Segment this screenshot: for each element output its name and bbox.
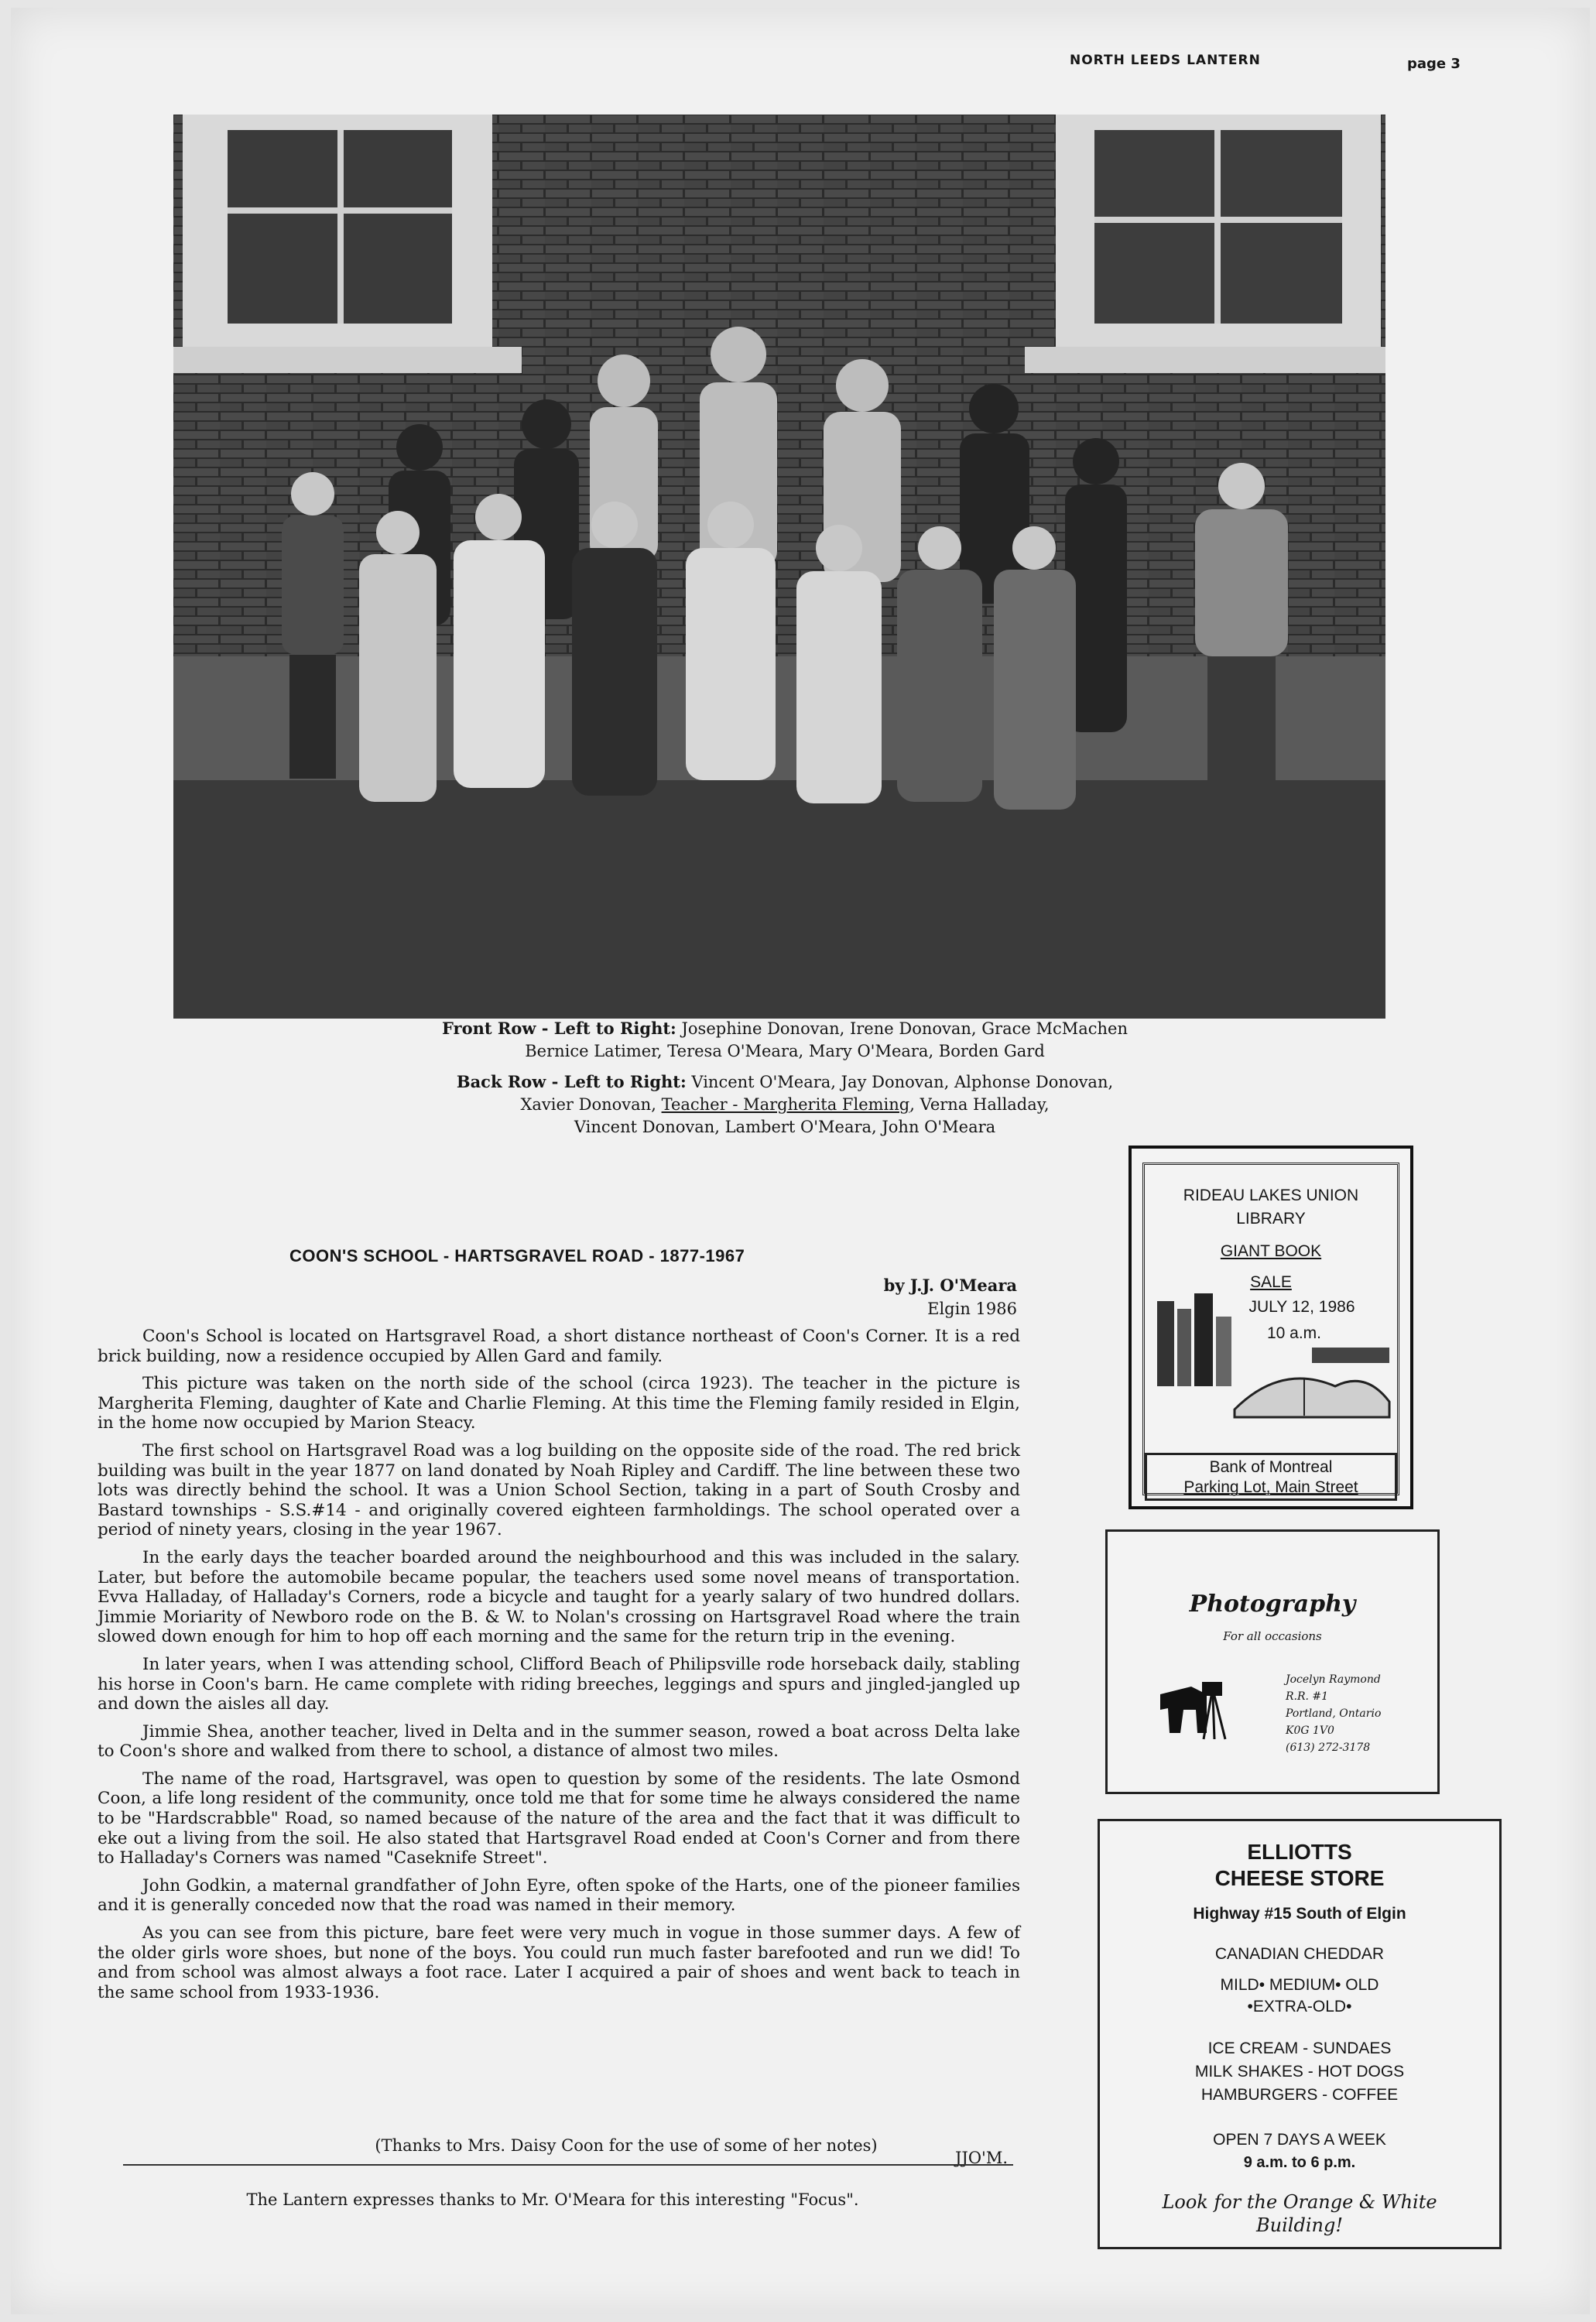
menu-line-3: HAMBURGERS - COFFEE	[1200, 2086, 1399, 2104]
sale-date: JULY 12, 1986	[1248, 1298, 1355, 1316]
store-name-1: ELLIOTTS	[1247, 1840, 1352, 1864]
location-line2: Parking Lot, Main Street	[1183, 1478, 1358, 1496]
store-name-2: CHEESE STORE	[1214, 1866, 1385, 1890]
photographer-contact	[1286, 1671, 1381, 1756]
paragraph: This picture was taken on the north side of the school (circa 1923). The teacher in the picture is Margherita Fleming, daughter of Kate and Charlie Fleming. At this time the Fleming family resided in Elgin, in the home now occupied by Marion Steacy.	[98, 1374, 1020, 1433]
ad-inner-border	[1142, 1163, 1399, 1495]
byline	[785, 1274, 1017, 1320]
paragraph: In the early days the teacher boarded around the neighbourhood and this was included in the salary. Later, but before the automobile became popular, the teachers used some novel means of transportation. Evva Halladay, of Halladay's Corners, rode a bicycle and taught for a yearly salary of two hundred dollars. Jimmie Moriarity of Newboro rode on the B. & W. to Nolan's crossing on Hartsgravel Road where the train slowed down enough for him to hop off each morning and the same for the return trip in the evening.	[98, 1547, 1020, 1647]
photographer-town: Portland, Ontario	[1286, 1707, 1382, 1720]
product-cheddar: CANADIAN CHEDDAR	[1214, 1945, 1385, 1963]
back-row-names-1: Vincent O'Meara, Jay Donovan, Alphonse Donovan,	[691, 1073, 1114, 1091]
photographer-postal: K0G 1V0	[1286, 1724, 1334, 1737]
signature: JJO'M.	[955, 2149, 1009, 2167]
paper-name: NORTH LEEDS LANTERN	[1070, 53, 1261, 68]
page-number: page 3	[1407, 56, 1461, 72]
photo-ad-subtitle: For all occasions	[1223, 1629, 1322, 1643]
paragraph: The name of the road, Hartsgravel, was open to question by some of the residents. The late Osmond Coon, a life long resident of the community, once told me that for some time he always considered the name to be "Hardscrabble" Road, so named because of the nature of the area and the fact that it was difficult to eke out a living from the soil. He also stated that Hartsgravel Road ended at Coon's Corner and from there to Halladay's Corners was named "Caseknife Street".	[98, 1769, 1020, 1868]
menu-line-1: ICE CREAM - SUNDAES	[1207, 2039, 1392, 2057]
footer-note: The Lantern expresses thanks to Mr. O'Meara for this interesting "Focus".	[246, 2190, 859, 2209]
cheddar-grades: MILD• MEDIUM• OLD	[1220, 1976, 1379, 1994]
library-name: RIDEAU LAKES UNION	[1183, 1187, 1359, 1204]
photo-ad-title: Photography	[1189, 1591, 1356, 1618]
slogan-line-1: Look for the Orange & White	[1162, 2191, 1437, 2213]
thanks-note: (Thanks to Mrs. Daisy Coon for the use of some of her notes)	[375, 2136, 878, 2155]
back-row-label: Back Row - Left to Right:	[456, 1072, 687, 1091]
back-row-names-2b: , Verna Halladay,	[909, 1095, 1050, 1114]
back-row-names-3: Vincent Donovan, Lambert O'Meara, John O'Meara	[574, 1118, 996, 1136]
sale-label: SALE	[1250, 1273, 1292, 1291]
cheddar-extra-old: •EXTRA-OLD•	[1247, 1998, 1352, 2015]
teacher-name: Teacher - Margherita Fleming	[661, 1095, 910, 1114]
photographer-name: Jocelyn Raymond	[1286, 1673, 1381, 1686]
location-line1: Bank of Montreal	[1209, 1458, 1333, 1476]
paragraph: John Godkin, a maternal grandfather of John Eyre, often spoke of the Harts, one of the pioneer families and it is generally conceded now that the road was named in their memory.	[98, 1875, 1020, 1916]
paragraph: Jimmie Shea, another teacher, lived in Delta and in the summer season, rowed a boat across Delta lake to Coon's shore and walked from there to school, a distance of almost two miles.	[98, 1721, 1020, 1762]
paragraph: In later years, when I was attending school, Clifford Beach of Philipsville rode horseback daily, stabling his horse in Coon's barn. He came complete with riding breeches, leggings and spurs and jingled-jangled up and down the aisles all day.	[98, 1654, 1020, 1714]
photo-caption	[282, 1017, 1288, 1139]
article-title: COON'S SCHOOL - HARTSGRAVEL ROAD - 1877-1967	[289, 1246, 745, 1265]
newspaper-page	[11, 8, 1590, 2314]
front-row-label: Front Row - Left to Right:	[442, 1019, 676, 1038]
back-row-names-2a: Xavier Donovan,	[520, 1095, 662, 1114]
front-row-names-1: Josephine Donovan, Irene Donovan, Grace McMachen	[681, 1019, 1128, 1038]
school-class-photo	[173, 115, 1385, 1019]
divider	[123, 2164, 1013, 2166]
author: by J.J. O'Meara	[883, 1276, 1017, 1295]
hours-line-1: OPEN 7 DAYS A WEEK	[1213, 2131, 1386, 2149]
sale-time: 10 a.m.	[1266, 1324, 1322, 1342]
location-box	[1145, 1453, 1397, 1501]
library-label: LIBRARY	[1236, 1210, 1306, 1228]
place-date: Elgin 1986	[927, 1300, 1017, 1318]
camera-photographer-icon	[1152, 1671, 1238, 1741]
photography-ad	[1105, 1529, 1440, 1794]
front-row-names-2: Bernice Latimer, Teresa O'Meara, Mary O'Meara, Borden Gard	[525, 1042, 1045, 1060]
sale-title: GIANT BOOK	[1220, 1242, 1322, 1260]
paragraph: The first school on Hartsgravel Road was a log building on the opposite side of the road. The red brick building was built in the year 1877 on land donated by Noah Ripley and Cardiff. The line between these two lots was directly behind the school. It was a Union School Section, taking in a part of South Crosby and Bastard townships - S.S.#14 - and originally covered eighteen farmholdings. The school operated over a period of ninety years, closing in the year 1967.	[98, 1440, 1020, 1540]
paragraph: As you can see from this picture, bare feet were very much in vogue in those summer days. A few of the older girls wore shoes, but none of the boys. You could run much faster barefooted and run we did! To and from school was almost always a foot race. Later I acquired a pair of shoes and went back to teach in the same school from 1933-1936.	[98, 1923, 1020, 2002]
photographer-rr: R.R. #1	[1286, 1690, 1329, 1703]
cheese-store-ad	[1098, 1819, 1502, 2249]
library-sale-ad	[1129, 1146, 1413, 1509]
store-location: Highway #15 South of Elgin	[1193, 1905, 1406, 1923]
books-illustration	[1149, 1293, 1397, 1425]
menu-line-2: MILK SHAKES - HOT DOGS	[1194, 2063, 1405, 2081]
photographer-phone: (613) 272-3178	[1286, 1742, 1371, 1754]
hours-line-2: 9 a.m. to 6 p.m.	[1243, 2154, 1356, 2171]
article-body	[98, 1327, 1020, 2010]
paragraph: Coon's School is located on Hartsgravel Road, a short distance northeast of Coon's Corner. It is a red brick building, now a residence occupied by Allen Gard and family.	[98, 1327, 1020, 1366]
slogan-line-2: Building!	[1256, 2214, 1343, 2236]
